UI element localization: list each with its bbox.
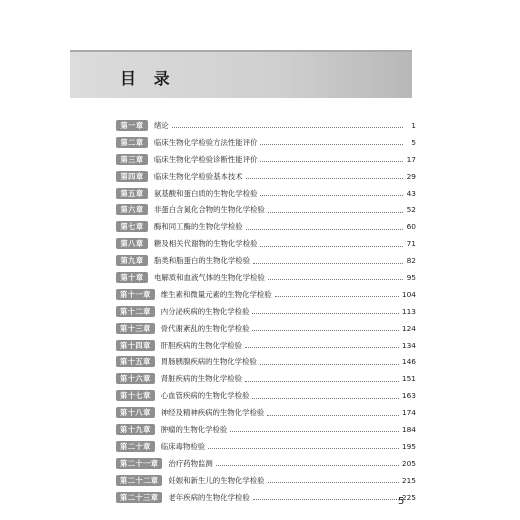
- leader-dots: [260, 363, 399, 365]
- leader-dots: [275, 295, 399, 297]
- chapter-label: 第九章: [116, 255, 148, 266]
- toc-row: [116, 387, 416, 404]
- toc-row: [116, 303, 416, 320]
- chapter-title: 非蛋白含氮化合物的生物化学检验: [154, 205, 265, 215]
- chapter-label: 第二章: [116, 137, 148, 148]
- leader-dots: [230, 430, 399, 432]
- chapter-page: 17: [406, 154, 416, 164]
- toc-row: [116, 151, 416, 168]
- chapter-page: 205: [401, 458, 416, 468]
- leader-dots: [267, 414, 399, 416]
- chapter-title: 妊娠和新生儿的生物化学检验: [168, 475, 265, 485]
- toc-row: [116, 201, 416, 218]
- chapter-label: 第十四章: [116, 340, 155, 351]
- toc-row: [116, 235, 416, 252]
- chapter-page: 104: [401, 289, 416, 299]
- toc-row: [116, 404, 416, 421]
- chapter-page: 146: [401, 357, 416, 367]
- chapter-label: 第十一章: [116, 289, 155, 300]
- chapter-label: 第二十一章: [116, 458, 162, 469]
- chapter-title: 肾脏疾病的生物化学检验: [160, 374, 243, 384]
- chapter-title: 维生素和微量元素的生物化学检验: [160, 289, 272, 299]
- chapter-page: 82: [406, 256, 416, 266]
- leader-dots: [246, 177, 403, 179]
- chapter-label: 第十六章: [116, 373, 155, 384]
- chapter-page: 113: [401, 306, 416, 316]
- leader-dots: [253, 262, 403, 264]
- leader-dots: [245, 346, 399, 348]
- chapter-label: 第八章: [116, 238, 148, 249]
- chapter-title: 氨基酸和蛋白质的生物化学检验: [154, 188, 258, 198]
- leader-dots: [208, 447, 399, 449]
- chapter-title: 临床生物化学检验基本技术: [154, 171, 243, 181]
- toc-row: [116, 286, 416, 303]
- leader-dots: [252, 329, 398, 331]
- page-title: 目 录: [120, 69, 176, 88]
- toc-row: [116, 353, 416, 370]
- chapter-page: 95: [406, 272, 416, 282]
- page-number: 5: [398, 496, 405, 507]
- leader-dots: [216, 464, 399, 466]
- chapter-title: 临床毒物检验: [160, 441, 206, 451]
- chapter-label: 第十八章: [116, 407, 155, 418]
- toc-row: [116, 472, 416, 489]
- chapter-page: 184: [401, 424, 416, 434]
- chapter-label: 第十二章: [116, 306, 155, 317]
- chapter-title: 临床生物化学检验诊断性能评价: [154, 154, 258, 164]
- chapter-page: 225: [401, 492, 416, 502]
- chapter-page: 43: [406, 188, 416, 198]
- chapter-page: 174: [401, 408, 416, 418]
- chapter-label: 第二十章: [116, 441, 155, 452]
- chapter-title: 老年疾病的生物化学检验: [168, 492, 250, 502]
- toc-row: [116, 455, 416, 472]
- chapter-page: 71: [406, 239, 416, 249]
- leader-dots: [260, 194, 403, 196]
- chapter-title: 内分泌疾病的生物化学检验: [160, 306, 250, 316]
- chapter-label: 第十三章: [116, 323, 155, 334]
- chapter-page: 52: [406, 205, 416, 215]
- chapter-page: 215: [401, 475, 416, 485]
- chapter-title: 治疗药物监测: [168, 458, 213, 468]
- toc-row: [116, 269, 416, 286]
- leader-dots: [253, 498, 399, 500]
- chapter-title: 临床生物化学检验方法性能评价: [154, 137, 258, 147]
- leader-dots: [246, 228, 403, 230]
- chapter-label: 第五章: [116, 188, 148, 199]
- chapter-label: 第十五章: [116, 356, 155, 367]
- chapter-label: 第六章: [116, 204, 148, 215]
- chapter-label: 第十九章: [116, 424, 155, 435]
- chapter-title: 电解质和血液气体的生物化学检验: [154, 272, 265, 282]
- toc-row: [116, 117, 416, 134]
- leader-dots: [252, 312, 398, 314]
- chapter-label: 第十章: [116, 272, 148, 283]
- toc-row: [116, 168, 416, 185]
- leader-dots: [268, 211, 403, 213]
- chapter-page: 29: [406, 171, 416, 181]
- leader-dots: [245, 380, 399, 382]
- toc-row: [116, 489, 416, 506]
- leader-dots: [260, 245, 403, 247]
- toc-row: [116, 438, 416, 455]
- leader-dots: [252, 397, 398, 399]
- chapter-title: 心血管疾病的生物化学检验: [160, 391, 250, 401]
- leader-dots: [172, 126, 403, 128]
- chapter-title: 绪论: [154, 120, 169, 130]
- chapter-page: 5: [411, 137, 416, 147]
- chapter-title: 糖及相关代谢物的生物化学检验: [154, 239, 258, 249]
- chapter-title: 肿瘤的生物化学检验: [160, 424, 228, 434]
- chapter-title: 神经及精神疾病的生物化学检验: [160, 408, 265, 418]
- chapter-page: 1: [411, 120, 416, 130]
- leader-dots: [268, 481, 399, 483]
- toc-row: [116, 252, 416, 269]
- chapter-label: 第十七章: [116, 390, 155, 401]
- chapter-label: 第四章: [116, 171, 148, 182]
- chapter-page: 124: [401, 323, 416, 333]
- toc-row: [116, 320, 416, 337]
- toc-row: [116, 337, 416, 354]
- toc-row: [116, 134, 416, 151]
- leader-dots: [260, 160, 403, 162]
- leader-dots: [268, 278, 403, 280]
- toc-row: [116, 370, 416, 387]
- chapter-page: 134: [401, 340, 416, 350]
- leader-dots: [260, 143, 403, 145]
- chapter-title: 胃肠胰腺疾病的生物化学检验: [160, 357, 257, 367]
- chapter-page: 195: [401, 441, 416, 451]
- chapter-label: 第二十二章: [116, 475, 162, 486]
- chapter-title: 骨代谢紊乱的生物化学检验: [160, 323, 250, 333]
- chapter-label: 第三章: [116, 154, 148, 165]
- chapter-label: 第一章: [116, 120, 148, 131]
- chapter-title: 脂类和脂蛋白的生物化学检验: [154, 256, 251, 266]
- chapter-label: 第七章: [116, 221, 148, 232]
- chapter-title: 酶和同工酶的生物化学检验: [154, 222, 243, 232]
- chapter-page: 151: [401, 374, 416, 384]
- chapter-page: 60: [406, 222, 416, 232]
- table-of-contents: [116, 117, 416, 505]
- chapter-title: 肝胆疾病的生物化学检验: [160, 340, 243, 350]
- chapter-label: 第二十三章: [116, 492, 162, 503]
- toc-row: [116, 185, 416, 202]
- toc-row: [116, 421, 416, 438]
- toc-row: [116, 218, 416, 235]
- chapter-page: 163: [401, 391, 416, 401]
